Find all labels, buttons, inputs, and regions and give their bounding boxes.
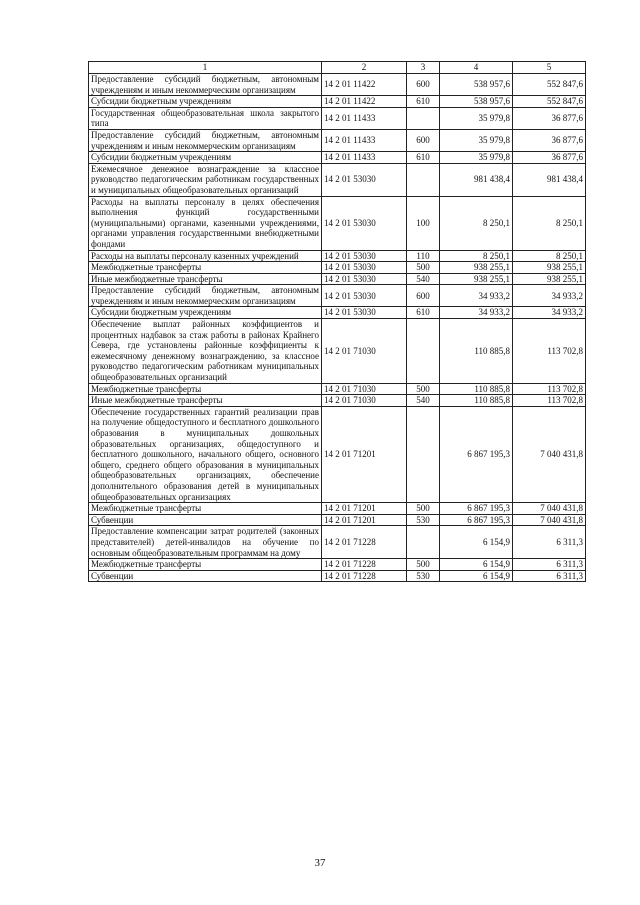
table-row bbox=[89, 285, 586, 307]
row-code-cell: 14 2 01 71201 bbox=[322, 503, 407, 515]
row-code-cell: 14 2 01 71228 bbox=[322, 559, 407, 571]
table-row bbox=[89, 503, 586, 515]
row-code-cell: 14 2 01 53030 bbox=[322, 307, 407, 319]
row-name-cell: Предоставление субсидий бюджетным, автономным учреждениям и иным некоммерческим организациям bbox=[89, 74, 322, 96]
row-value-col4-cell: 35 979,8 bbox=[440, 152, 513, 164]
row-name-cell: Межбюджетные трансферты bbox=[89, 503, 322, 515]
row-code-cell: 14 2 01 11433 bbox=[322, 107, 407, 129]
row-type-cell bbox=[407, 406, 440, 502]
row-name-cell: Государственная общеобразовательная школа закрытого типа bbox=[89, 107, 322, 129]
row-code-cell: 14 2 01 53030 bbox=[322, 250, 407, 262]
table-row bbox=[89, 96, 586, 108]
row-value-col5-cell: 6 311,3 bbox=[513, 570, 586, 582]
row-value-col4-cell: 6 867 195,3 bbox=[440, 406, 513, 502]
row-value-col5-cell: 7 040 431,8 bbox=[513, 406, 586, 502]
header-row bbox=[89, 62, 586, 74]
row-type-cell: 600 bbox=[407, 285, 440, 307]
row-value-col4-cell: 110 885,8 bbox=[440, 383, 513, 395]
row-type-cell: 500 bbox=[407, 559, 440, 571]
table-row bbox=[89, 273, 586, 285]
row-name-cell: Обеспечение государственных гарантий реализации прав на получение общедоступного и бесплатного дошкольного образования в муниципальных дошкольных образовательных организациях, общедоступного и бесплатного дошкольного, начального общего, основного общего, среднего общего образования в муниципальных общеобразовательных организациях, обеспечение дополнительного образования детей в муниципальных общеобразовательных организациях bbox=[89, 406, 322, 502]
row-value-col4-cell: 8 250,1 bbox=[440, 250, 513, 262]
table-row bbox=[89, 74, 586, 96]
row-value-col5-cell: 552 847,6 bbox=[513, 74, 586, 96]
row-code-cell: 14 2 01 71201 bbox=[322, 406, 407, 502]
row-value-col4-cell: 110 885,8 bbox=[440, 319, 513, 384]
row-value-col4-cell: 35 979,8 bbox=[440, 107, 513, 129]
row-value-col4-cell: 538 957,6 bbox=[440, 96, 513, 108]
row-value-col4-cell: 8 250,1 bbox=[440, 196, 513, 250]
row-value-col5-cell: 938 255,1 bbox=[513, 262, 586, 274]
row-value-col5-cell: 113 702,8 bbox=[513, 319, 586, 384]
row-name-cell: Предоставление компенсации затрат родителей (законных представителей) детей-инвалидов на обучение по основным общеобразовательным программам на дому bbox=[89, 526, 322, 559]
row-name-cell: Расходы на выплаты персоналу казенных учреждений bbox=[89, 250, 322, 262]
row-value-col5-cell: 34 933,2 bbox=[513, 285, 586, 307]
row-value-col4-cell: 6 154,9 bbox=[440, 526, 513, 559]
row-value-col5-cell: 938 255,1 bbox=[513, 273, 586, 285]
row-value-col5-cell: 36 877,6 bbox=[513, 152, 586, 164]
row-code-cell: 14 2 01 53030 bbox=[322, 163, 407, 196]
row-code-cell: 14 2 01 53030 bbox=[322, 262, 407, 274]
table-body bbox=[89, 74, 586, 582]
page-number: 37 bbox=[314, 857, 326, 869]
row-type-cell: 610 bbox=[407, 307, 440, 319]
row-code-cell: 14 2 01 11433 bbox=[322, 152, 407, 164]
row-code-cell: 14 2 01 11433 bbox=[322, 129, 407, 151]
table-row bbox=[89, 570, 586, 582]
table-row bbox=[89, 559, 586, 571]
row-name-cell: Иные межбюджетные трансферты bbox=[89, 395, 322, 407]
row-code-cell: 14 2 01 53030 bbox=[322, 273, 407, 285]
row-type-cell: 100 bbox=[407, 196, 440, 250]
row-value-col4-cell: 34 933,2 bbox=[440, 285, 513, 307]
header-col-1: 1 bbox=[89, 62, 322, 74]
row-value-col4-cell: 35 979,8 bbox=[440, 129, 513, 151]
row-value-col5-cell: 36 877,6 bbox=[513, 107, 586, 129]
table-row bbox=[89, 383, 586, 395]
row-value-col5-cell: 8 250,1 bbox=[513, 196, 586, 250]
row-value-col5-cell: 34 933,2 bbox=[513, 307, 586, 319]
row-name-cell: Межбюджетные трансферты bbox=[89, 262, 322, 274]
row-value-col5-cell: 36 877,6 bbox=[513, 129, 586, 151]
table-row bbox=[89, 129, 586, 151]
row-name-cell: Иные межбюджетные трансферты bbox=[89, 273, 322, 285]
row-value-col4-cell: 6 154,9 bbox=[440, 570, 513, 582]
table-row bbox=[89, 250, 586, 262]
row-name-cell: Субвенции bbox=[89, 570, 322, 582]
table-row bbox=[89, 514, 586, 526]
row-name-cell: Расходы на выплаты персоналу в целях обеспечения выполнения функций государственными (муниципальными) органами, казенными учреждениями, органами управления государственными внебюджетными фондами bbox=[89, 196, 322, 250]
row-type-cell: 110 bbox=[407, 250, 440, 262]
table-row bbox=[89, 307, 586, 319]
row-name-cell: Предоставление субсидий бюджетным, автономным учреждениям и иным некоммерческим организациям bbox=[89, 285, 322, 307]
row-name-cell: Межбюджетные трансферты bbox=[89, 383, 322, 395]
row-code-cell: 14 2 01 71201 bbox=[322, 514, 407, 526]
row-code-cell: 14 2 01 11422 bbox=[322, 96, 407, 108]
table-row bbox=[89, 262, 586, 274]
table-row bbox=[89, 395, 586, 407]
row-type-cell: 610 bbox=[407, 152, 440, 164]
row-value-col5-cell: 113 702,8 bbox=[513, 395, 586, 407]
row-code-cell: 14 2 01 71228 bbox=[322, 526, 407, 559]
row-name-cell: Субвенции bbox=[89, 514, 322, 526]
row-value-col5-cell: 113 702,8 bbox=[513, 383, 586, 395]
row-type-cell: 600 bbox=[407, 74, 440, 96]
row-value-col4-cell: 6 867 195,3 bbox=[440, 503, 513, 515]
row-type-cell: 500 bbox=[407, 262, 440, 274]
row-type-cell: 530 bbox=[407, 570, 440, 582]
row-value-col5-cell: 981 438,4 bbox=[513, 163, 586, 196]
row-value-col5-cell: 6 311,3 bbox=[513, 526, 586, 559]
row-type-cell: 600 bbox=[407, 129, 440, 151]
row-type-cell: 610 bbox=[407, 96, 440, 108]
row-code-cell: 14 2 01 71030 bbox=[322, 319, 407, 384]
row-value-col4-cell: 6 867 195,3 bbox=[440, 514, 513, 526]
row-name-cell: Обеспечение выплат районных коэффициентов и процентных надбавок за стаж работы в районах Крайнего Севера, где установлены районные коэффициенты к ежемесячному денежному вознаграждению, за классное руководство педагогическим работникам муниципальных общеобразовательных организаций bbox=[89, 319, 322, 384]
row-value-col5-cell: 7 040 431,8 bbox=[513, 503, 586, 515]
row-name-cell: Субсидии бюджетным учреждениям bbox=[89, 307, 322, 319]
row-type-cell: 540 bbox=[407, 395, 440, 407]
row-type-cell: 540 bbox=[407, 273, 440, 285]
row-value-col4-cell: 110 885,8 bbox=[440, 395, 513, 407]
row-value-col4-cell: 538 957,6 bbox=[440, 74, 513, 96]
row-name-cell: Ежемесячное денежное вознаграждение за классное руководство педагогическим работникам государственных и муниципальных общеобразовательных организаций bbox=[89, 163, 322, 196]
table-row bbox=[89, 319, 586, 384]
row-name-cell: Субсидии бюджетным учреждениям bbox=[89, 96, 322, 108]
row-code-cell: 14 2 01 71030 bbox=[322, 395, 407, 407]
row-name-cell: Предоставление субсидий бюджетным, автономным учреждениям и иным некоммерческим организациям bbox=[89, 129, 322, 151]
row-value-col4-cell: 6 154,9 bbox=[440, 559, 513, 571]
table-row bbox=[89, 406, 586, 502]
row-type-cell: 500 bbox=[407, 383, 440, 395]
table-row bbox=[89, 163, 586, 196]
row-value-col5-cell: 6 311,3 bbox=[513, 559, 586, 571]
row-value-col5-cell: 8 250,1 bbox=[513, 250, 586, 262]
budget-table bbox=[88, 61, 586, 582]
row-type-cell: 530 bbox=[407, 514, 440, 526]
row-name-cell: Межбюджетные трансферты bbox=[89, 559, 322, 571]
row-code-cell: 14 2 01 53030 bbox=[322, 285, 407, 307]
row-value-col4-cell: 34 933,2 bbox=[440, 307, 513, 319]
row-value-col5-cell: 552 847,6 bbox=[513, 96, 586, 108]
row-name-cell: Субсидии бюджетным учреждениям bbox=[89, 152, 322, 164]
header-col-4: 4 bbox=[440, 62, 513, 74]
header-col-3: 3 bbox=[407, 62, 440, 74]
row-type-cell bbox=[407, 319, 440, 384]
row-code-cell: 14 2 01 71030 bbox=[322, 383, 407, 395]
table-row bbox=[89, 107, 586, 129]
row-code-cell: 14 2 01 53030 bbox=[322, 196, 407, 250]
row-type-cell: 500 bbox=[407, 503, 440, 515]
header-col-2: 2 bbox=[322, 62, 407, 74]
row-value-col4-cell: 981 438,4 bbox=[440, 163, 513, 196]
table-row bbox=[89, 196, 586, 250]
row-type-cell bbox=[407, 526, 440, 559]
row-value-col5-cell: 7 040 431,8 bbox=[513, 514, 586, 526]
row-value-col4-cell: 938 255,1 bbox=[440, 273, 513, 285]
row-type-cell bbox=[407, 163, 440, 196]
row-code-cell: 14 2 01 11422 bbox=[322, 74, 407, 96]
row-code-cell: 14 2 01 71228 bbox=[322, 570, 407, 582]
row-value-col4-cell: 938 255,1 bbox=[440, 262, 513, 274]
table-row bbox=[89, 152, 586, 164]
table-row bbox=[89, 526, 586, 559]
row-type-cell bbox=[407, 107, 440, 129]
header-col-5: 5 bbox=[513, 62, 586, 74]
